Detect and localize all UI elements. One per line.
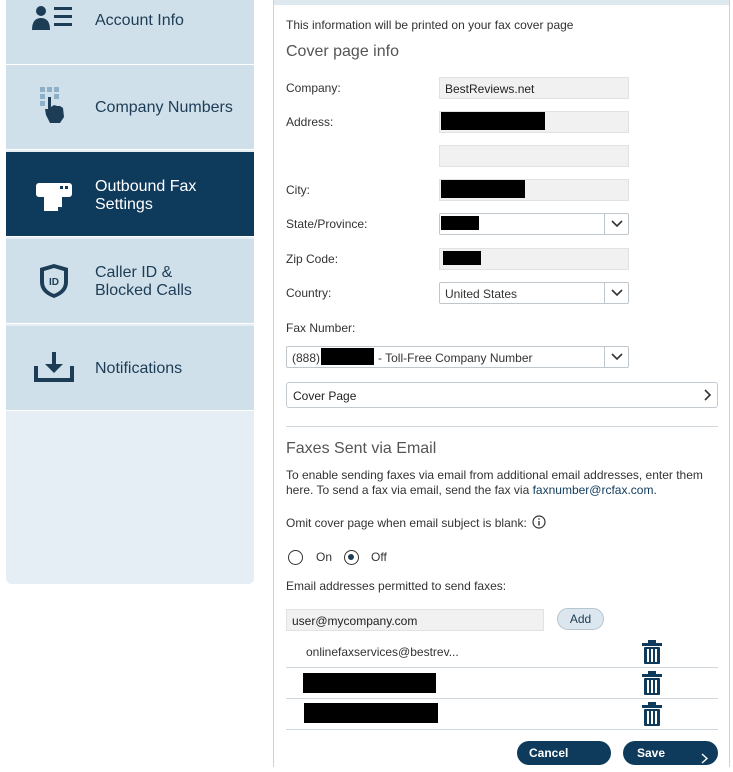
chevron-down-icon — [604, 283, 628, 303]
fax-email-address: faxnumber@rcfax.com — [532, 483, 654, 497]
chevron-right-icon — [704, 389, 712, 404]
company-label: Company: — [286, 81, 341, 95]
sidebar-item-account-info[interactable] — [6, 0, 254, 65]
fax-machine-icon — [32, 175, 76, 215]
fax-number-type: - Toll-Free Company Number — [378, 351, 533, 365]
dialpad-hand-icon — [32, 85, 76, 125]
trash-icon[interactable] — [642, 702, 662, 726]
sidebar-item-company-numbers[interactable] — [6, 65, 254, 150]
caller-id-shield-icon — [32, 261, 76, 301]
outbound-fax-settings-panel — [273, 0, 730, 767]
zip-label: Zip Code: — [286, 252, 339, 266]
settings-sidebar — [6, 0, 254, 584]
address-label: Address: — [286, 115, 334, 129]
trash-icon[interactable] — [642, 671, 662, 695]
download-tray-icon — [32, 348, 76, 388]
omit-on-radio[interactable] — [288, 550, 303, 565]
cover-page-label: Cover Page — [293, 389, 357, 403]
company-field[interactable]: BestReviews.net — [439, 77, 629, 99]
cancel-label: Cancel — [529, 746, 569, 760]
redacted-city — [441, 180, 525, 198]
save-button[interactable] — [623, 741, 718, 765]
trash-icon[interactable] — [642, 640, 662, 664]
description-end: . — [653, 483, 657, 497]
email-address-input[interactable]: user@mycompany.com — [286, 609, 544, 631]
email-fax-description — [286, 468, 718, 498]
redacted-email — [303, 673, 436, 693]
description-text: To enable sending faxes via email from additional email addresses, enter them here. To send a fax via email, send the fax via — [286, 468, 703, 497]
sidebar-item-notifications[interactable] — [6, 326, 254, 411]
sidebar-item-label: Notifications — [95, 360, 183, 377]
sidebar-item-caller-id[interactable] — [6, 239, 254, 324]
section-divider — [286, 426, 718, 427]
fax-number-label: Fax Number: — [286, 321, 356, 335]
sidebar-item-outbound-fax-settings[interactable] — [6, 152, 254, 237]
omit-off-radio[interactable] — [344, 550, 359, 565]
redacted-state — [441, 216, 479, 230]
country-value: United States — [445, 287, 518, 301]
country-select[interactable] — [439, 282, 629, 304]
list-item — [286, 637, 718, 668]
svg-text:ID: ID — [49, 277, 59, 288]
sidebar-item-label: Caller ID & Blocked Calls — [95, 264, 192, 299]
chevron-down-icon — [604, 347, 628, 367]
panel-header-bar — [274, 0, 729, 5]
omit-off-label: Off — [371, 550, 387, 564]
redacted-address — [441, 112, 545, 130]
country-label: Country: — [286, 286, 332, 300]
cover-page-title: Cover page info — [286, 43, 399, 60]
email-address: onlinefaxservices@bestrev... — [306, 645, 459, 659]
chevron-down-icon — [604, 214, 628, 234]
fax-area-code: (888) — [292, 351, 321, 365]
redacted-email — [304, 703, 438, 723]
sidebar-item-label: Outbound Fax Settings — [95, 178, 197, 213]
city-label: City: — [286, 183, 310, 197]
permitted-emails-label: Email addresses permitted to send faxes: — [286, 579, 507, 593]
redacted-zip — [443, 251, 481, 265]
omit-on-label: On — [316, 550, 333, 564]
save-label: Save — [637, 746, 666, 760]
faxes-via-email-title: Faxes Sent via Email — [286, 440, 437, 457]
cancel-button[interactable] — [517, 741, 611, 765]
sidebar-item-label: Company Numbers — [95, 99, 233, 116]
cover-page-link[interactable] — [286, 382, 718, 408]
state-label: State/Province: — [286, 217, 368, 231]
redacted-fax-number — [321, 348, 374, 365]
info-icon[interactable] — [532, 515, 546, 534]
address-line2-field[interactable] — [439, 145, 629, 167]
add-email-button[interactable]: Add — [557, 608, 604, 630]
list-item — [286, 699, 718, 730]
chevron-right-icon — [701, 748, 708, 772]
list-item — [286, 668, 718, 699]
cover-intro-text: This information will be printed on your fax cover page — [286, 18, 574, 32]
account-info-icon — [32, 0, 76, 40]
sidebar-item-label: Account Info — [95, 12, 184, 29]
omit-cover-label: Omit cover page when email subject is blank: — [286, 516, 527, 530]
